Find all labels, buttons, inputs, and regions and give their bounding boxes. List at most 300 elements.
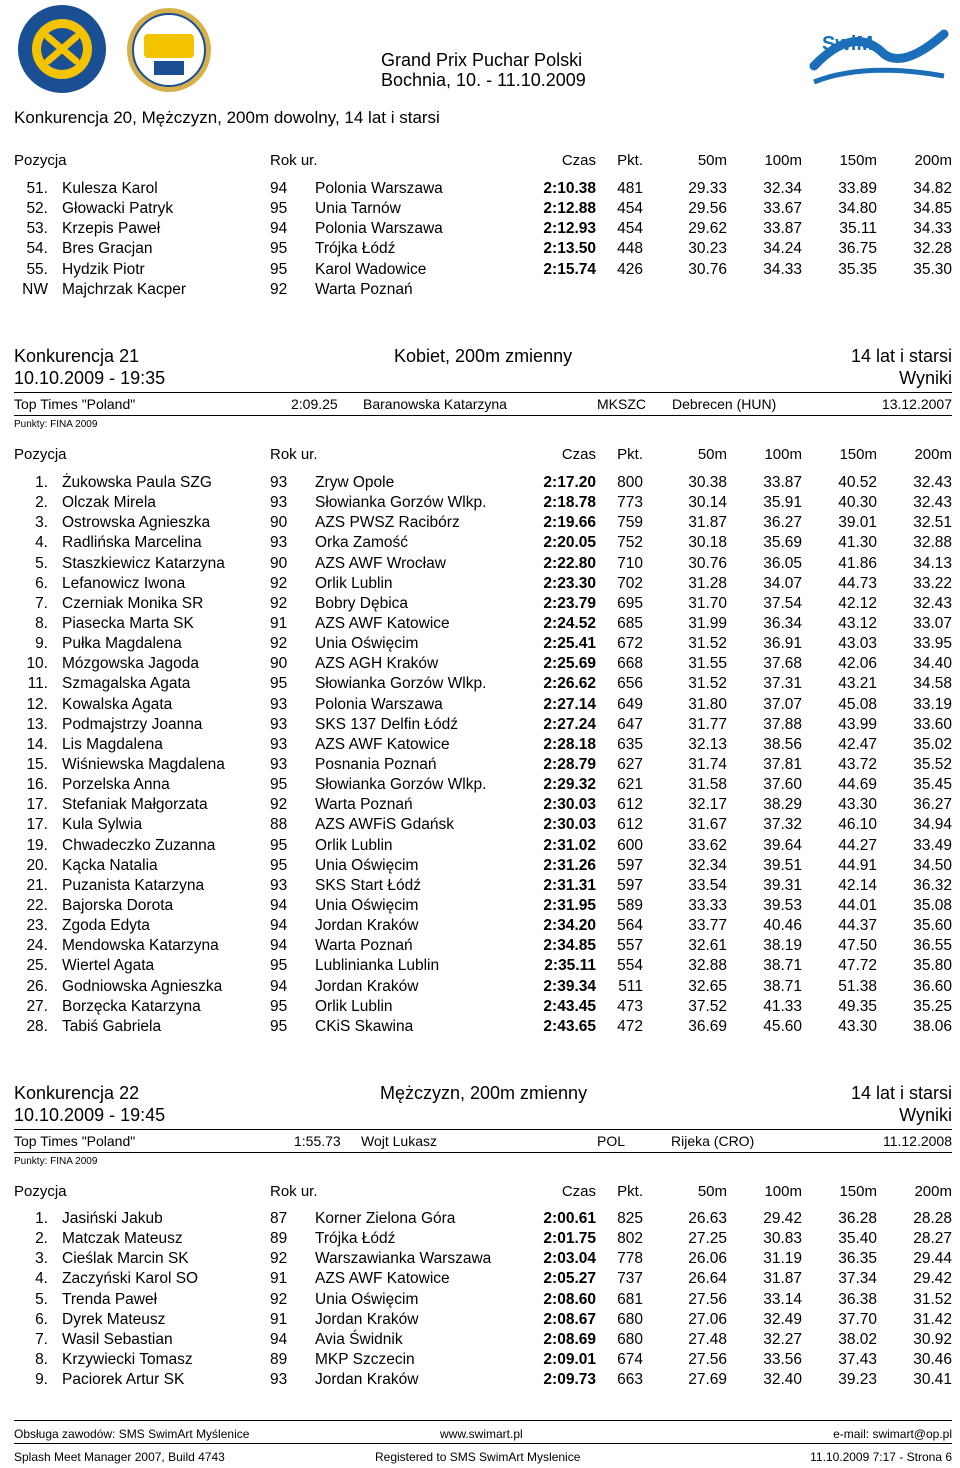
result-place: 26. bbox=[26, 977, 48, 995]
event-age-group: 14 lat i starsi bbox=[850, 346, 952, 366]
result-yob: 92 bbox=[270, 635, 288, 653]
col-split-150: 150m bbox=[839, 446, 877, 463]
result-place: 51. bbox=[26, 180, 48, 197]
result-name: Matczak Mateusz bbox=[62, 1230, 183, 1248]
result-points: 554 bbox=[617, 957, 643, 975]
table-row bbox=[0, 897, 960, 917]
result-time: 2:34.20 bbox=[543, 917, 596, 935]
result-split-150: 37.43 bbox=[838, 1350, 877, 1368]
result-name: Podmajstrzy Joanna bbox=[62, 715, 203, 733]
footer-email[interactable]: e-mail: swimart@op.pl bbox=[833, 1427, 952, 1441]
result-name: Porzelska Anna bbox=[62, 776, 170, 794]
result-yob: 91 bbox=[270, 1270, 288, 1288]
col-split-50: 50m bbox=[697, 152, 727, 169]
result-split-200: 29.44 bbox=[913, 1250, 952, 1268]
result-time: 2:31.95 bbox=[543, 896, 596, 914]
result-split-50: 31.99 bbox=[688, 614, 727, 632]
result-points: 773 bbox=[617, 494, 643, 512]
result-split-50: 30.38 bbox=[688, 474, 727, 491]
result-split-150: 47.72 bbox=[838, 957, 877, 975]
result-yob: 95 bbox=[270, 957, 288, 975]
result-time: 2:20.05 bbox=[543, 534, 596, 552]
result-place: 24. bbox=[26, 937, 48, 955]
result-points: 680 bbox=[617, 1310, 643, 1328]
result-split-200: 34.58 bbox=[913, 675, 952, 693]
result-split-150: 42.14 bbox=[838, 876, 877, 894]
result-split-150: 44.69 bbox=[838, 776, 877, 794]
result-place: 12. bbox=[26, 695, 48, 713]
table-row bbox=[0, 555, 960, 575]
result-club: AZS AGH Kraków bbox=[315, 655, 439, 673]
meet-header bbox=[381, 50, 586, 90]
result-club: Warszawianka Warszawa bbox=[315, 1250, 492, 1268]
col-split-50: 50m bbox=[697, 446, 727, 463]
result-yob: 94 bbox=[270, 896, 288, 914]
result-split-100: 38.56 bbox=[763, 735, 802, 753]
table-row bbox=[0, 776, 960, 796]
result-time: 2:28.79 bbox=[543, 755, 596, 773]
result-club: Polonia Warszawa bbox=[315, 695, 443, 713]
col-time: Czas bbox=[561, 152, 596, 169]
record-place: Debrecen (HUN) bbox=[672, 396, 777, 412]
result-name: Kulesza Karol bbox=[62, 180, 158, 197]
result-split-200: 35.60 bbox=[913, 917, 952, 935]
result-points: 473 bbox=[617, 997, 643, 1015]
table-row bbox=[0, 595, 960, 615]
result-split-50: 31.52 bbox=[688, 675, 727, 693]
result-split-50: 32.17 bbox=[688, 796, 727, 814]
result-yob: 89 bbox=[270, 1230, 288, 1248]
result-split-150: 45.08 bbox=[838, 695, 877, 713]
result-split-200: 34.94 bbox=[913, 816, 952, 834]
result-place: 7. bbox=[35, 1330, 48, 1348]
result-split-150: 39.23 bbox=[838, 1371, 877, 1389]
result-name: Olczak Mirela bbox=[62, 494, 156, 512]
result-time: 2:27.14 bbox=[543, 695, 596, 713]
result-name: Bres Gracjan bbox=[62, 240, 153, 258]
table-row bbox=[0, 957, 960, 977]
table-row bbox=[0, 281, 960, 301]
table-row bbox=[0, 675, 960, 695]
result-split-100: 33.87 bbox=[763, 474, 802, 491]
result-club: AZS AWF Katowice bbox=[315, 614, 450, 632]
result-name: Mózgowska Jagoda bbox=[62, 655, 199, 673]
result-split-200: 36.55 bbox=[913, 937, 952, 955]
pzp-logo bbox=[18, 5, 106, 93]
record-date: 13.12.2007 bbox=[881, 396, 952, 412]
result-club: Trójka Łódź bbox=[315, 240, 396, 258]
table-row bbox=[0, 816, 960, 836]
result-name: Żukowska Paula SZG bbox=[62, 474, 212, 491]
result-club: Jordan Kraków bbox=[315, 977, 419, 995]
result-time: 2:22.80 bbox=[543, 554, 596, 572]
result-split-150: 36.28 bbox=[838, 1210, 877, 1227]
event-status: Wyniki bbox=[899, 1105, 952, 1125]
result-split-100: 37.81 bbox=[763, 755, 802, 773]
result-points: 448 bbox=[617, 240, 643, 258]
result-split-100: 38.29 bbox=[763, 796, 802, 814]
table-row bbox=[0, 1230, 960, 1250]
result-split-100: 45.60 bbox=[763, 1017, 802, 1035]
result-split-50: 29.33 bbox=[688, 180, 727, 197]
result-yob: 92 bbox=[270, 574, 288, 592]
result-place: 23. bbox=[26, 917, 48, 935]
result-yob: 88 bbox=[270, 816, 288, 834]
result-place: 1. bbox=[35, 474, 48, 491]
record-time: 2:09.25 bbox=[291, 396, 338, 412]
column-headers bbox=[0, 152, 960, 172]
result-split-150: 41.30 bbox=[838, 534, 877, 552]
result-points: 597 bbox=[617, 876, 643, 894]
event-datetime: 10.10.2009 - 19:35 bbox=[14, 368, 166, 388]
result-split-200: 36.32 bbox=[913, 876, 952, 894]
event-age-group: 14 lat i starsi bbox=[850, 1083, 952, 1103]
result-yob: 91 bbox=[270, 1310, 288, 1328]
result-split-200: 33.60 bbox=[913, 715, 952, 733]
table-row bbox=[0, 696, 960, 716]
result-time: 2:31.31 bbox=[543, 876, 596, 894]
table-row bbox=[0, 1291, 960, 1311]
result-club: Jordan Kraków bbox=[315, 1371, 419, 1389]
result-split-200: 33.22 bbox=[913, 574, 952, 592]
result-name: Godniowska Agnieszka bbox=[62, 977, 223, 995]
result-time: 2:31.26 bbox=[543, 856, 596, 874]
result-split-100: 32.49 bbox=[763, 1310, 802, 1328]
result-name: Puzanista Katarzyna bbox=[62, 876, 205, 894]
result-split-100: 40.46 bbox=[763, 917, 802, 935]
table-row bbox=[0, 917, 960, 937]
result-points: 635 bbox=[617, 735, 643, 753]
result-split-50: 31.87 bbox=[688, 514, 727, 532]
result-split-100: 37.07 bbox=[763, 695, 802, 713]
result-time: 2:23.30 bbox=[543, 574, 596, 592]
result-club: Posnania Poznań bbox=[315, 755, 437, 773]
result-yob: 93 bbox=[270, 494, 288, 512]
result-time: 2:09.73 bbox=[543, 1371, 596, 1389]
result-yob: 90 bbox=[270, 554, 288, 572]
result-place: 2. bbox=[35, 1230, 48, 1248]
result-split-100: 37.68 bbox=[763, 655, 802, 673]
result-split-200: 36.60 bbox=[913, 977, 952, 995]
result-name: Kącka Natalia bbox=[62, 856, 158, 874]
result-split-200: 35.30 bbox=[913, 260, 952, 278]
result-club: Unia Tarnów bbox=[315, 200, 401, 218]
footer-website[interactable]: www.swimart.pl bbox=[440, 1427, 523, 1441]
table-row bbox=[0, 1311, 960, 1331]
result-time: 2:18.78 bbox=[543, 494, 596, 512]
result-split-200: 30.46 bbox=[913, 1350, 952, 1368]
result-split-100: 37.32 bbox=[763, 816, 802, 834]
result-place: 27. bbox=[26, 997, 48, 1015]
result-points: 672 bbox=[617, 635, 643, 653]
result-yob: 89 bbox=[270, 1350, 288, 1368]
result-yob: 93 bbox=[270, 755, 288, 773]
result-club: Unia Oświęcim bbox=[315, 635, 419, 653]
col-split-100: 100m bbox=[764, 152, 802, 169]
result-club: Warta Poznań bbox=[315, 796, 413, 814]
result-time: 2:00.61 bbox=[543, 1210, 596, 1227]
result-yob: 95 bbox=[270, 997, 288, 1015]
result-split-200: 32.51 bbox=[913, 514, 952, 532]
result-split-50: 26.63 bbox=[688, 1210, 727, 1227]
result-name: Krzywiecki Tomasz bbox=[62, 1350, 193, 1368]
table-row bbox=[0, 635, 960, 655]
result-yob: 93 bbox=[270, 474, 288, 491]
result-split-50: 33.54 bbox=[688, 876, 727, 894]
event-20-title: Konkurencja 20, Mężczyzn, 200m dowolny, 14 lat i starsi bbox=[14, 108, 440, 127]
result-time: 2:35.11 bbox=[544, 957, 596, 975]
result-club: Orlik Lublin bbox=[315, 574, 393, 592]
result-split-50: 32.34 bbox=[688, 856, 727, 874]
event-name: Mężczyzn, 200m zmienny bbox=[380, 1083, 588, 1103]
result-time: 2:10.38 bbox=[543, 180, 596, 197]
result-points: 685 bbox=[617, 614, 643, 632]
result-split-200: 32.28 bbox=[913, 240, 952, 258]
result-place: 19. bbox=[26, 836, 48, 854]
result-club: Polonia Warszawa bbox=[315, 180, 443, 197]
table-row bbox=[0, 655, 960, 675]
result-split-200: 36.27 bbox=[913, 796, 952, 814]
result-split-150: 34.80 bbox=[838, 200, 877, 218]
result-yob: 92 bbox=[270, 594, 288, 612]
table-row bbox=[0, 998, 960, 1018]
record-holder: Baranowska Katarzyna bbox=[363, 396, 507, 412]
result-split-150: 44.01 bbox=[838, 896, 877, 914]
result-place: 3. bbox=[35, 514, 48, 532]
result-split-200: 33.95 bbox=[913, 635, 952, 653]
result-time: 2:25.41 bbox=[543, 635, 596, 653]
col-split-100: 100m bbox=[764, 1183, 802, 1200]
table-row bbox=[0, 200, 960, 220]
result-split-50: 31.80 bbox=[688, 695, 727, 713]
result-club: Unia Oświęcim bbox=[315, 856, 419, 874]
result-club: Zryw Opole bbox=[315, 474, 395, 491]
result-split-50: 32.65 bbox=[688, 977, 727, 995]
result-club: Orlik Lublin bbox=[315, 836, 393, 854]
result-name: Majchrzak Kacper bbox=[62, 280, 187, 298]
result-split-50: 33.77 bbox=[688, 917, 727, 935]
result-points: 802 bbox=[617, 1230, 643, 1248]
result-split-200: 34.85 bbox=[913, 200, 952, 218]
result-split-100: 34.07 bbox=[763, 574, 802, 592]
table-row bbox=[0, 1250, 960, 1270]
result-yob: 94 bbox=[270, 1330, 288, 1348]
result-split-200: 32.43 bbox=[913, 474, 952, 491]
record-date: 11.12.2008 bbox=[882, 1133, 952, 1149]
result-split-150: 43.30 bbox=[838, 796, 877, 814]
result-club: SKS 137 Delfin Łódź bbox=[315, 715, 459, 733]
result-name: Lefanowicz Iwona bbox=[62, 574, 186, 592]
result-split-200: 29.42 bbox=[913, 1270, 952, 1288]
result-name: Hydzik Piotr bbox=[62, 260, 145, 278]
result-split-100: 36.27 bbox=[763, 514, 802, 532]
result-name: Cieślak Marcin SK bbox=[62, 1250, 189, 1268]
result-split-150: 42.06 bbox=[838, 655, 877, 673]
result-time: 2:28.18 bbox=[543, 735, 596, 753]
result-yob: 92 bbox=[270, 1290, 288, 1308]
result-time: 2:43.65 bbox=[543, 1017, 596, 1035]
table-row bbox=[0, 1371, 960, 1391]
result-club: Korner Zielona Góra bbox=[315, 1210, 456, 1227]
result-split-150: 39.01 bbox=[838, 514, 877, 532]
result-yob: 94 bbox=[270, 220, 288, 238]
table-row bbox=[0, 837, 960, 857]
footer-printed: 11.10.2009 7:17 - Strona 6 bbox=[810, 1450, 952, 1464]
result-name: Mendowska Katarzyna bbox=[62, 937, 219, 955]
result-yob: 95 bbox=[270, 240, 288, 258]
table-row bbox=[0, 736, 960, 756]
col-yob: Rok ur. bbox=[270, 1183, 318, 1200]
result-time: 2:12.93 bbox=[543, 220, 596, 238]
result-split-200: 34.50 bbox=[913, 856, 952, 874]
result-points: 800 bbox=[617, 474, 643, 491]
record-time: 1:55.73 bbox=[294, 1133, 341, 1149]
result-split-150: 43.72 bbox=[838, 755, 877, 773]
result-split-150: 44.91 bbox=[838, 856, 877, 874]
result-name: Piasecka Marta SK bbox=[62, 614, 194, 632]
result-split-200: 34.33 bbox=[913, 220, 952, 238]
table-row bbox=[0, 261, 960, 281]
result-club: Jordan Kraków bbox=[315, 917, 419, 935]
result-split-100: 32.34 bbox=[763, 180, 802, 197]
result-split-150: 42.47 bbox=[838, 735, 877, 753]
result-split-50: 29.62 bbox=[688, 220, 727, 238]
record-label: Top Times "Poland" bbox=[14, 396, 136, 412]
result-split-100: 35.91 bbox=[763, 494, 802, 512]
result-yob: 93 bbox=[270, 715, 288, 733]
result-points: 564 bbox=[617, 917, 643, 935]
table-row bbox=[0, 1270, 960, 1290]
result-split-150: 51.38 bbox=[838, 977, 877, 995]
result-split-50: 30.76 bbox=[688, 260, 727, 278]
result-name: Ostrowska Agnieszka bbox=[62, 514, 211, 532]
result-split-200: 28.27 bbox=[913, 1230, 952, 1248]
result-split-100: 39.64 bbox=[763, 836, 802, 854]
result-points: 710 bbox=[617, 554, 643, 572]
result-time: 2:17.20 bbox=[543, 474, 596, 491]
result-yob: 93 bbox=[270, 876, 288, 894]
col-time: Czas bbox=[561, 1183, 596, 1200]
result-split-200: 33.19 bbox=[913, 695, 952, 713]
points-note: Punkty: FINA 2009 bbox=[14, 419, 98, 430]
result-split-200: 35.52 bbox=[913, 755, 952, 773]
result-time: 2:19.66 bbox=[543, 514, 596, 532]
result-split-100: 33.87 bbox=[763, 220, 802, 238]
event-number: Konkurencja 22 bbox=[14, 1083, 140, 1103]
swimart-logo bbox=[814, 33, 944, 82]
result-split-100: 38.71 bbox=[763, 977, 802, 995]
footer-registered: Registered to SMS SwimArt Myslenice bbox=[375, 1450, 581, 1464]
result-points: 612 bbox=[617, 816, 643, 834]
result-name: Głowacki Patryk bbox=[62, 200, 174, 218]
result-yob: 87 bbox=[270, 1210, 288, 1227]
result-points: 472 bbox=[617, 1017, 643, 1035]
result-split-200: 32.88 bbox=[913, 534, 952, 552]
result-split-150: 43.12 bbox=[838, 614, 877, 632]
result-split-50: 30.18 bbox=[688, 534, 727, 552]
result-yob: 94 bbox=[270, 917, 288, 935]
result-place: 20. bbox=[26, 856, 48, 874]
result-yob: 93 bbox=[270, 695, 288, 713]
result-split-200: 32.43 bbox=[913, 494, 952, 512]
result-yob: 94 bbox=[270, 977, 288, 995]
result-split-100: 35.69 bbox=[763, 534, 802, 552]
event-number: Konkurencja 21 bbox=[14, 346, 140, 366]
result-split-150: 36.75 bbox=[838, 240, 877, 258]
result-club: Jordan Kraków bbox=[315, 1310, 419, 1328]
result-split-150: 40.30 bbox=[838, 494, 877, 512]
table-row bbox=[0, 756, 960, 776]
result-yob: 93 bbox=[270, 1371, 288, 1389]
result-place: 22. bbox=[26, 896, 48, 914]
result-points: 426 bbox=[617, 260, 643, 278]
result-name: Jasiński Jakub bbox=[62, 1210, 163, 1227]
result-split-50: 30.76 bbox=[688, 554, 727, 572]
result-club: AZS AWF Wrocław bbox=[315, 554, 446, 572]
result-time: 2:13.50 bbox=[543, 240, 596, 258]
result-yob: 93 bbox=[270, 735, 288, 753]
result-split-150: 43.99 bbox=[838, 715, 877, 733]
result-name: Tabiś Gabriela bbox=[62, 1017, 162, 1035]
result-club: AZS PWSZ Racibórz bbox=[315, 514, 460, 532]
result-yob: 93 bbox=[270, 534, 288, 552]
result-yob: 95 bbox=[270, 675, 288, 693]
result-split-100: 38.71 bbox=[763, 957, 802, 975]
result-yob: 92 bbox=[270, 796, 288, 814]
result-place: 1. bbox=[35, 1210, 48, 1227]
result-time: 2:26.62 bbox=[543, 675, 596, 693]
result-points: 663 bbox=[617, 1371, 643, 1389]
result-split-150: 43.21 bbox=[838, 675, 877, 693]
result-split-50: 27.06 bbox=[688, 1310, 727, 1328]
column-headers bbox=[0, 446, 960, 466]
result-split-150: 35.11 bbox=[839, 220, 877, 238]
result-time: 2:08.69 bbox=[543, 1330, 596, 1348]
result-split-200: 32.43 bbox=[913, 594, 952, 612]
result-points: 668 bbox=[617, 655, 643, 673]
result-name: Kowalska Agata bbox=[62, 695, 173, 713]
table-row bbox=[0, 1210, 960, 1230]
result-points: 597 bbox=[617, 856, 643, 874]
result-split-100: 34.33 bbox=[763, 260, 802, 278]
result-name: Pułka Magdalena bbox=[62, 635, 182, 653]
result-split-100: 36.34 bbox=[763, 614, 802, 632]
event-22-results bbox=[0, 1210, 960, 1391]
col-split-150: 150m bbox=[839, 152, 877, 169]
result-place: 4. bbox=[35, 534, 48, 552]
result-split-200: 35.25 bbox=[913, 997, 952, 1015]
record-club: POL bbox=[597, 1133, 626, 1149]
result-split-150: 38.02 bbox=[838, 1330, 877, 1348]
result-split-100: 32.40 bbox=[763, 1371, 802, 1389]
result-split-100: 30.83 bbox=[763, 1230, 802, 1248]
result-place: 28. bbox=[26, 1017, 48, 1035]
result-place: 53. bbox=[26, 220, 48, 238]
result-name: Trenda Paweł bbox=[62, 1290, 158, 1308]
result-split-50: 31.58 bbox=[688, 776, 727, 794]
result-split-50: 26.06 bbox=[688, 1250, 727, 1268]
col-place: Pozycja bbox=[14, 152, 67, 169]
result-split-50: 27.56 bbox=[688, 1350, 727, 1368]
result-place: 16. bbox=[26, 776, 48, 794]
result-club: Unia Oświęcim bbox=[315, 1290, 419, 1308]
result-place: 3. bbox=[35, 1250, 48, 1268]
result-time: 2:30.03 bbox=[543, 796, 596, 814]
result-time: 2:01.75 bbox=[543, 1230, 596, 1248]
table-row bbox=[0, 240, 960, 260]
result-place: 10. bbox=[26, 655, 48, 673]
result-place: 14. bbox=[26, 735, 48, 753]
